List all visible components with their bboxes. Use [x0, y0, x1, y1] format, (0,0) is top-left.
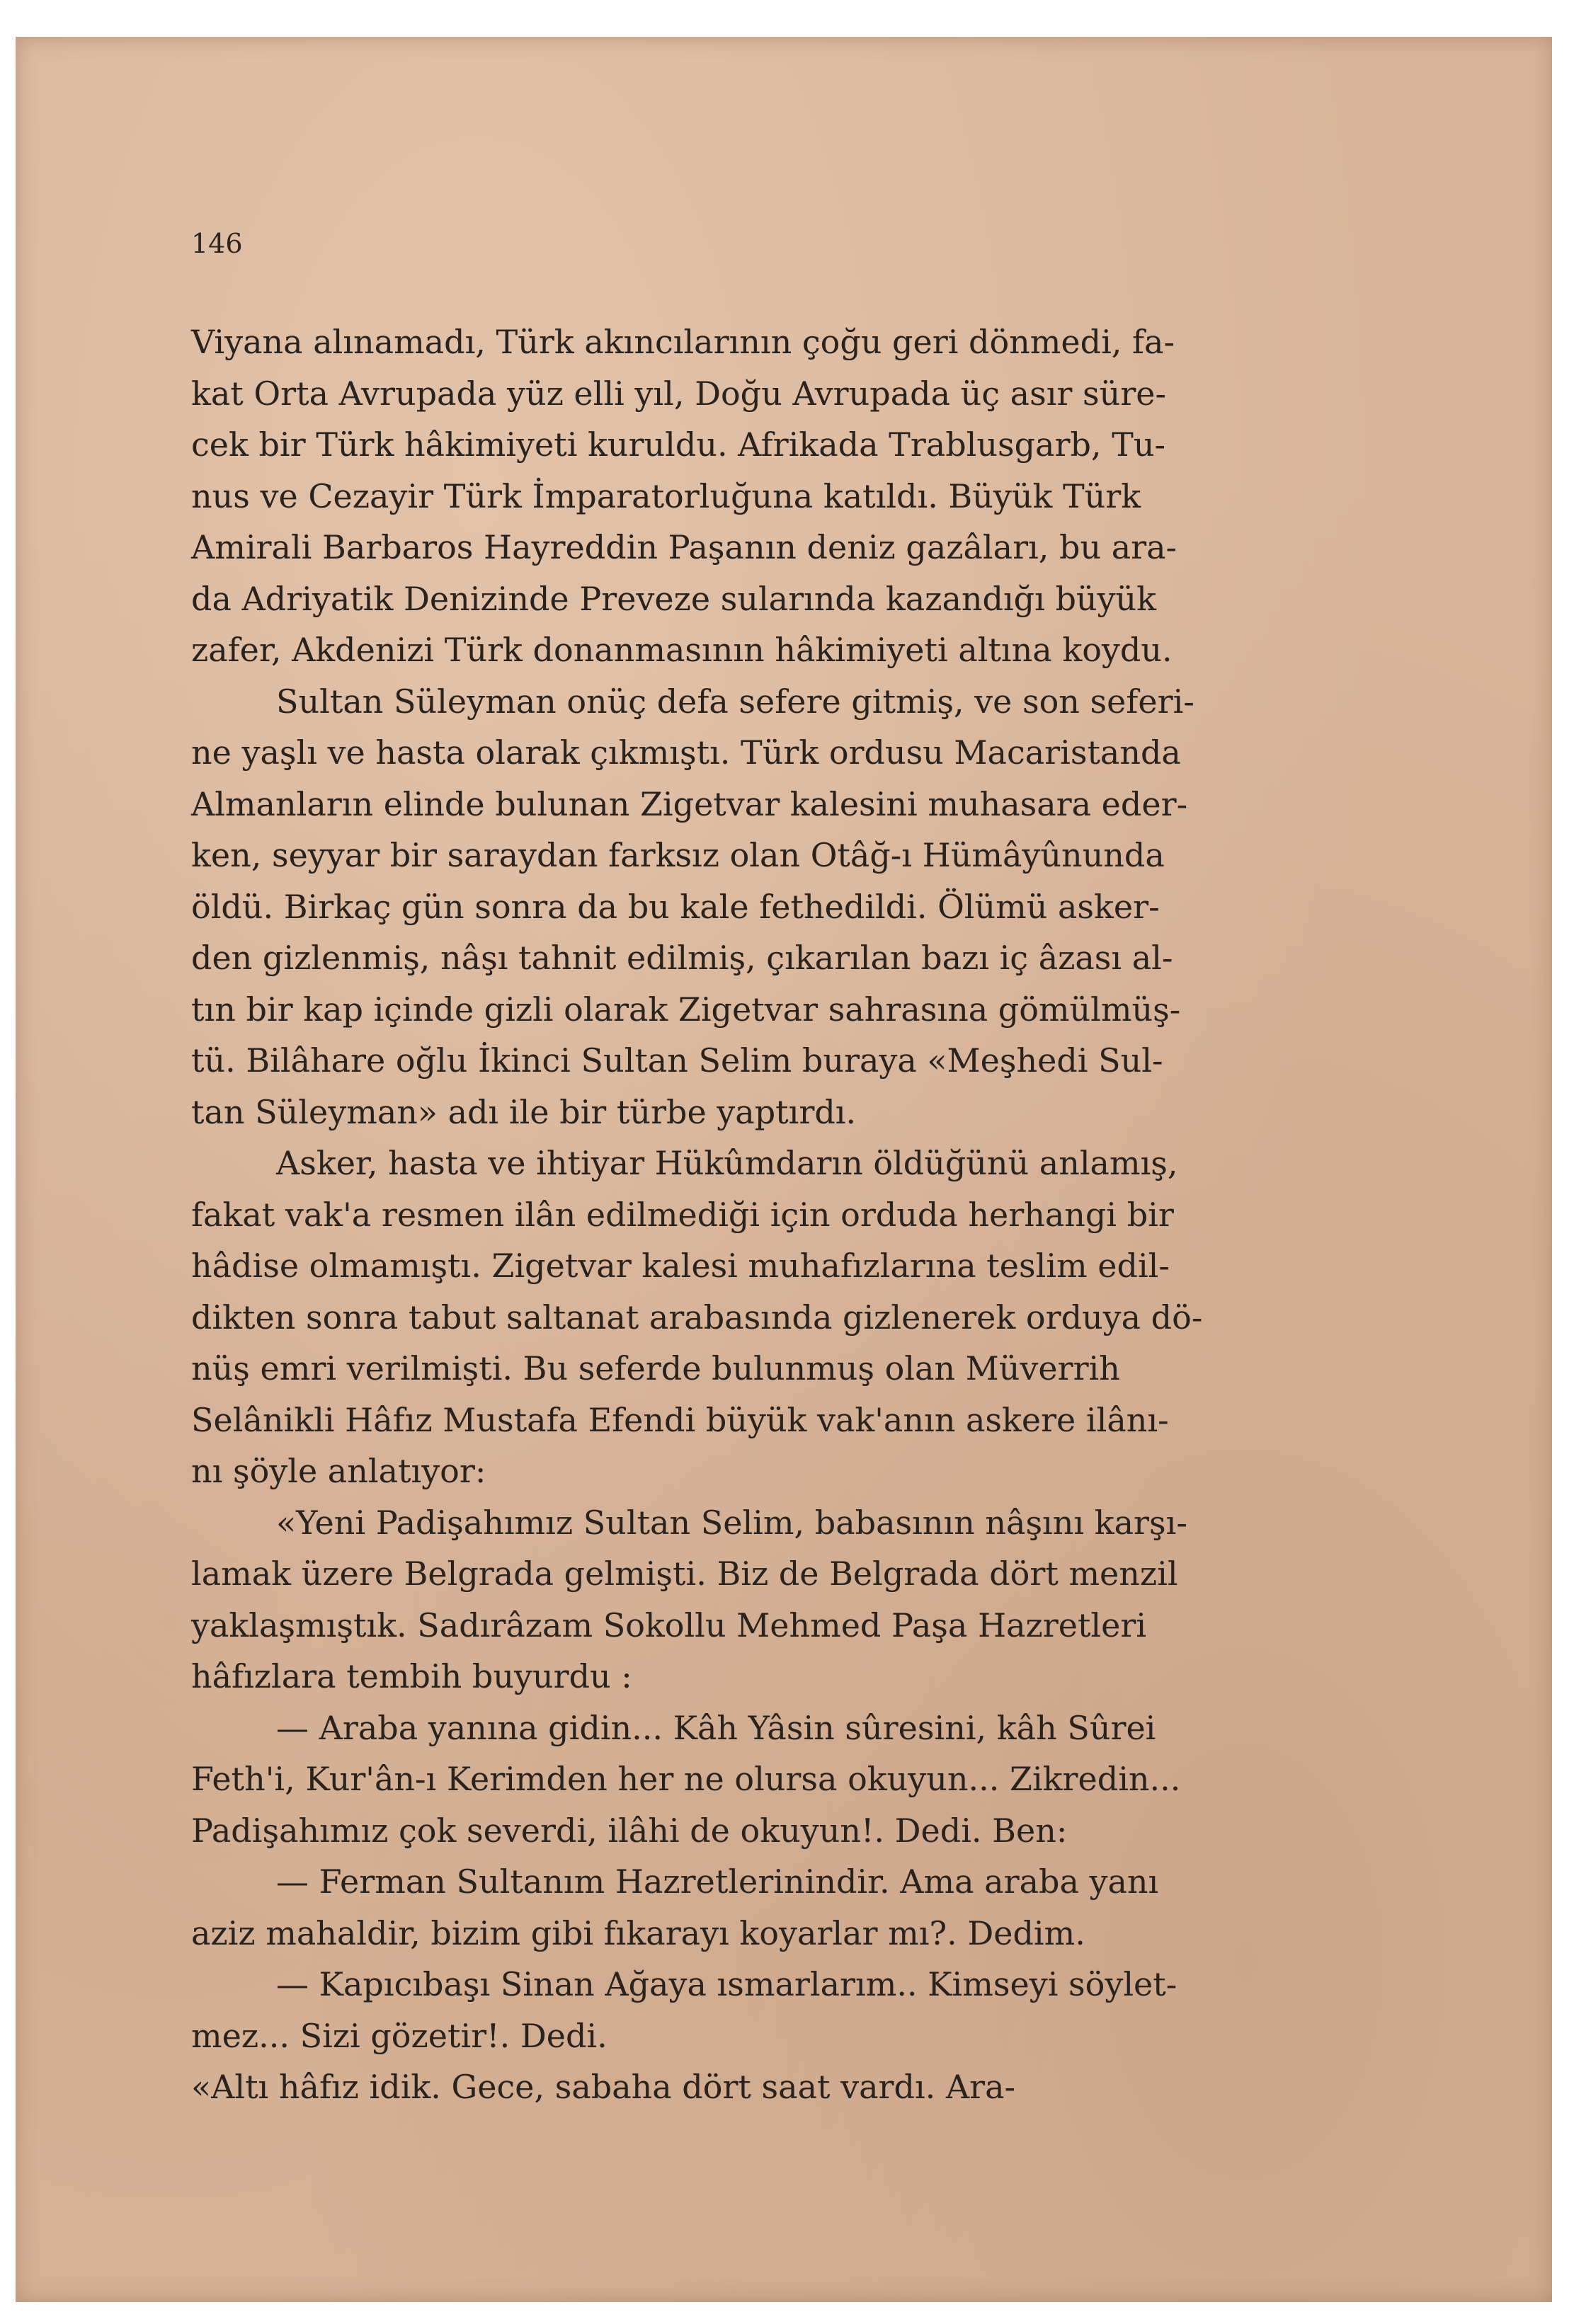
- text-line: — Kapıcıbaşı Sinan Ağaya ısmarlarım.. Kimseyi söylet-: [276, 1965, 1177, 2003]
- text-line: Amirali Barbaros Hayreddin Paşanın deniz gazâları, bu ara-: [191, 528, 1177, 566]
- text-line: nüş emri verilmişti. Bu seferde bulunmuş olan Müverrih: [191, 1349, 1120, 1387]
- text-line: Almanların elinde bulunan Zigetvar kalesini muhasara eder-: [191, 784, 1188, 823]
- paragraph-7: [191, 1959, 1402, 2061]
- paragraph-2: [191, 676, 1402, 1138]
- page-number: 146: [191, 228, 243, 259]
- text-line: «Yeni Padişahımız Sultan Selim, babasının nâşını karşı-: [276, 1503, 1187, 1542]
- text-line: Asker, hasta ve ihtiyar Hükûmdarın öldüğünü anlamış,: [276, 1144, 1178, 1182]
- paragraph-3: [191, 1138, 1402, 1497]
- text-line: Viyana alınamadı, Türk akıncılarının çoğu geri dönmedi, fa-: [191, 323, 1175, 361]
- text-line: dikten sonra tabut saltanat arabasında gizlenerek orduya dö-: [191, 1298, 1203, 1336]
- text-line: nı şöyle anlatıyor:: [191, 1452, 486, 1490]
- text-line: kat Orta Avrupada yüz elli yıl, Doğu Avrupada üç asır süre-: [191, 374, 1167, 413]
- text-line: yaklaşmıştık. Sadırâzam Sokollu Mehmed Paşa Hazretleri: [191, 1605, 1147, 1644]
- text-line: den gizlenmiş, nâşı tahnit edilmiş, çıkarılan bazı iç âzası al-: [191, 939, 1173, 977]
- body-text: [191, 316, 1402, 2113]
- text-line: Selânikli Hâfız Mustafa Efendi büyük vak'anın askere ilânı-: [191, 1400, 1169, 1439]
- text-line: fakat vak'a resmen ilân edilmediği için orduda herhangi bir: [191, 1195, 1174, 1234]
- text-line: mez... Sizi gözetir!. Dedi.: [191, 2016, 608, 2055]
- text-line: öldü. Birkaç gün sonra da bu kale fethedildi. Ölümü asker-: [191, 887, 1160, 926]
- text-line: tın bir kap içinde gizli olarak Zigetvar sahrasına gömülmüş-: [191, 990, 1181, 1029]
- text-line: da Adriyatik Denizinde Preveze sularında kazandığı büyük: [191, 579, 1156, 618]
- text-line: Feth'i, Kur'ân-ı Kerimden her ne olursa okuyun... Zikredin...: [191, 1760, 1181, 1798]
- text-line: lamak üzere Belgrada gelmişti. Biz de Belgrada dört menzil: [191, 1555, 1178, 1593]
- text-line: — Ferman Sultanım Hazretlerinindir. Ama araba yanı: [276, 1862, 1159, 1901]
- text-line: hâfızlara tembih buyurdu :: [191, 1657, 632, 1695]
- text-line: hâdise olmamıştı. Zigetvar kalesi muhafızlarına teslim edil-: [191, 1247, 1170, 1285]
- text-line: aziz mahaldir, bizim gibi fıkarayı koyarlar mı?. Dedim.: [191, 1913, 1085, 1952]
- text-line: ken, seyyar bir saraydan farksız olan Otâğ-ı Hümâyûnunda: [191, 836, 1165, 874]
- paragraph-6: [191, 1856, 1402, 1959]
- paragraph-5: [191, 1702, 1402, 1857]
- text-line: tan Süleyman» adı ile bir türbe yaptırdı.: [191, 1092, 857, 1131]
- text-line: nus ve Cezayir Türk İmparatorluğuna katıldı. Büyük Türk: [191, 476, 1141, 515]
- text-line: Sultan Süleyman onüç defa sefere gitmiş, ve son seferi-: [276, 682, 1194, 721]
- text-line: ne yaşlı ve hasta olarak çıkmıştı. Türk ordusu Macaristanda: [191, 733, 1181, 772]
- paragraph-4: [191, 1497, 1402, 1702]
- paragraph-1: [191, 316, 1402, 676]
- text-line: zafer, Akdenizi Türk donanmasının hâkimiyeti altına koydu.: [191, 631, 1173, 669]
- book-page: [16, 37, 1552, 2302]
- text-line: Padişahımız çok severdi, ilâhi de okuyun!. Dedi. Ben:: [191, 1811, 1068, 1850]
- text-line: cek bir Türk hâkimiyeti kuruldu. Afrikada Trablusgarb, Tu-: [191, 425, 1166, 464]
- paragraph-8: [191, 2061, 1402, 2113]
- text-line: — Araba yanına gidin... Kâh Yâsin sûresini, kâh Sûrei: [276, 1708, 1156, 1747]
- text-line: «Altı hâfız idik. Gece, sabaha dört saat vardı. Ara-: [191, 2068, 1016, 2106]
- text-line: tü. Bilâhare oğlu İkinci Sultan Selim buraya «Meşhedi Sul-: [191, 1041, 1163, 1080]
